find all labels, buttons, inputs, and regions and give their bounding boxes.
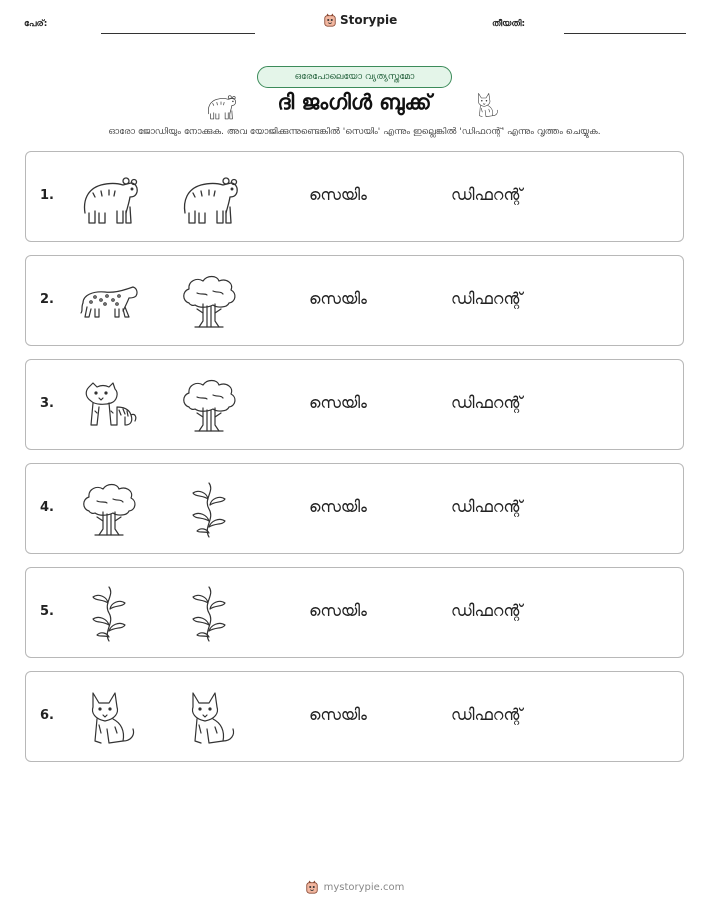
footer-url: mystorypie.com (323, 881, 405, 893)
bear-icon (79, 169, 139, 227)
bear-icon (179, 169, 239, 227)
different-option[interactable]: ഡിഫറന്റ് (451, 393, 523, 412)
same-option[interactable]: സെയിം (309, 289, 367, 308)
question-number: 3. (40, 396, 54, 411)
vine-icon (179, 585, 239, 643)
date-label: തീയതി: (492, 19, 526, 29)
question-number: 1. (40, 188, 54, 203)
storypie-logo-icon (323, 13, 337, 27)
question-row (25, 463, 684, 554)
tree-icon (179, 377, 239, 435)
question-number: 5. (40, 604, 54, 619)
name-line (101, 33, 255, 34)
page-title: ദി ജംഗിൾ ബുക്ക് (277, 90, 432, 114)
question-row (25, 359, 684, 450)
different-option[interactable]: ഡിഫറന്റ് (451, 601, 523, 620)
wolf-icon (79, 689, 139, 747)
question-row (25, 255, 684, 346)
same-option[interactable]: സെയിം (309, 393, 367, 412)
question-row (25, 671, 684, 762)
tree-icon (79, 481, 139, 539)
brand-name: Storypie (340, 13, 398, 27)
same-option[interactable]: സെയിം (309, 705, 367, 724)
leopard-icon (79, 273, 139, 331)
question-number: 6. (40, 708, 54, 723)
question-row (25, 567, 684, 658)
brand-logo (323, 13, 397, 27)
different-option[interactable]: ഡിഫറന്റ് (451, 289, 523, 308)
vine-icon (79, 585, 139, 643)
question-row (25, 151, 684, 242)
different-option[interactable]: ഡിഫറന്റ് (451, 497, 523, 516)
worksheet-type-badge: ഒരേപോലെയോ വ്യത്യസ്തമോ (257, 66, 452, 88)
same-option[interactable]: സെയിം (309, 601, 367, 620)
different-option[interactable]: ഡിഫറന്റ് (451, 705, 523, 724)
question-number: 4. (40, 500, 54, 515)
footer (0, 880, 709, 894)
storypie-footer-logo-icon (305, 880, 319, 894)
date-line (564, 33, 686, 34)
question-number: 2. (40, 292, 54, 307)
instructions: ഓരോ ജോഡിയും നോക്കുക. അവ യോജിക്കുന്നുണ്ടെങ്കിൽ 'സെയിം' എന്നും ഇല്ലെങ്കിൽ 'ഡിഫറന്റ്' എന്നും വൃത്തം ചെയ്യുക. (108, 127, 601, 137)
same-option[interactable]: സെയിം (309, 185, 367, 204)
worksheet-header (0, 0, 709, 50)
name-label: പേര്: (24, 19, 48, 29)
wolf-icon (179, 689, 239, 747)
different-option[interactable]: ഡിഫറന്റ് (451, 185, 523, 204)
tree-icon (179, 273, 239, 331)
vine-icon (179, 481, 239, 539)
tiger-icon (79, 377, 139, 435)
wolf-decoration-icon (472, 89, 500, 121)
same-option[interactable]: സെയിം (309, 497, 367, 516)
